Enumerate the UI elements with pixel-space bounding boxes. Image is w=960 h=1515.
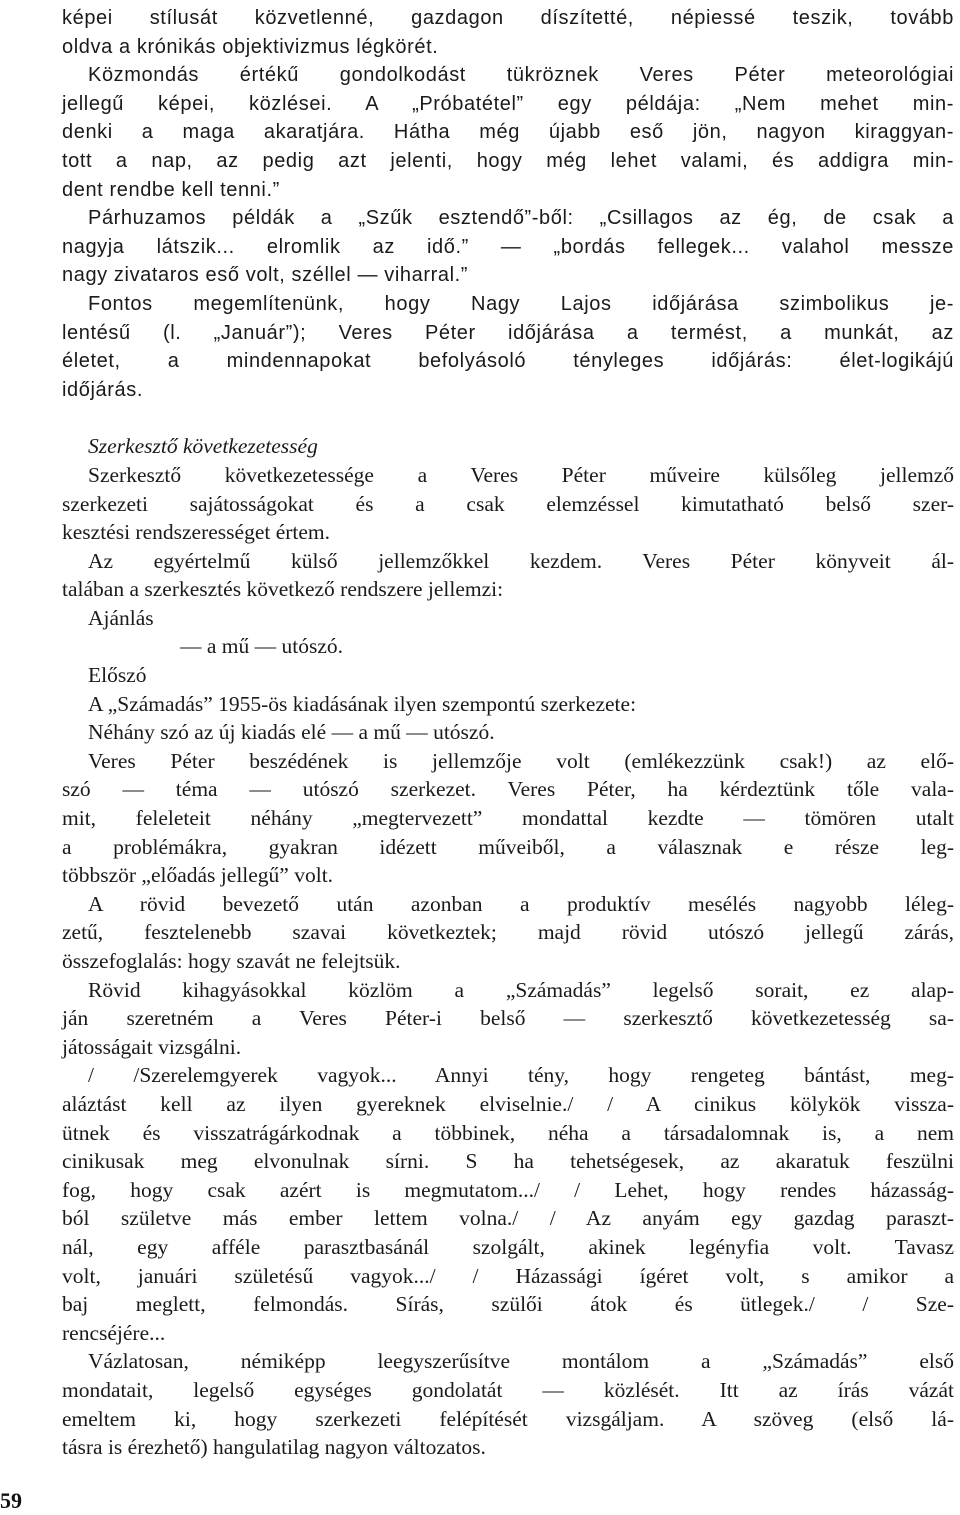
section-heading: Szerkesztő következetesség xyxy=(88,434,318,459)
text-line: aláztást kell az ilyen gyereknek elviselnie./ / A cinikus kölykök vissza- xyxy=(62,1091,954,1116)
paragraph-parallel-examples xyxy=(62,204,954,290)
text-line: életet, a mindennapokat befolyásoló tényleges időjárás: élet-logikájú xyxy=(62,350,954,373)
text-line: baj meglett, felmondás. Sírás, szülői átok és ütlegek./ / Sze- xyxy=(62,1292,954,1317)
structure-scheme-2 xyxy=(62,661,954,747)
text-line: — a mű — utószó. xyxy=(180,634,344,659)
text-line: talában a szerkesztés következő rendszere jellemzi: xyxy=(62,577,504,602)
text-line: mit, feleleteit néhány „megtervezett” mondattal kezdte — tömören utalt xyxy=(62,806,954,831)
text-line: szó — téma — utószó szerkezet. Veres Péter, ha kérdeztünk tőle vala- xyxy=(62,777,954,802)
paragraph-montage xyxy=(62,1347,954,1461)
paragraph-meteorological xyxy=(62,61,954,204)
text-line: rencséjére... xyxy=(62,1320,166,1345)
paragraph-weather-symbolism xyxy=(62,290,954,404)
text-line: Vázlatosan, némiképp leegyszerűsítve montálom a „Számadás” első xyxy=(88,1349,954,1374)
text-line: képei stílusát közvetlenné, gazdagon díszítetté, népiessé teszik, tovább xyxy=(62,7,954,29)
text-line: Szerkesztő következetessége a Veres Péter műveire külsőleg jellemző xyxy=(88,462,954,487)
text-line: Előszó xyxy=(88,663,147,688)
text-line: jellegű képei, közlései. A „Próbatétel” egy példája: „Nem mehet min- xyxy=(62,92,954,115)
text-line: fog, hogy csak azért is megmutatom.../ / Lehet, hogy rendes házasság- xyxy=(62,1177,954,1202)
text-line: lentésű (l. „Január”); Veres Péter időjárása a termést, a munkát, az xyxy=(62,321,954,344)
text-line: cinikusak meg elvonulnak sírni. S ha tehetségesek, az akaratuk feszülni xyxy=(62,1149,954,1174)
section-gap xyxy=(62,404,954,432)
text-line: emeltem ki, hogy szerkezeti felépítését vizsgáljam. A szöveg (első lá- xyxy=(62,1406,954,1431)
text-line: nál, egy afféle parasztbasánál szolgált, akinek legényfia volt. Tavasz xyxy=(62,1234,954,1259)
text-line: mondatait, legelső egységes gondolatát — közlését. Itt az írás vázát xyxy=(62,1377,954,1402)
paragraph-external-features xyxy=(62,547,954,604)
text-line: tott a nap, az pedig azt jelenti, hogy még lehet valami, és addigra min- xyxy=(62,149,954,172)
text-line: Veres Péter beszédének is jellemzője volt (emlékezzünk csak!) az elő- xyxy=(88,748,954,773)
paragraph-definition xyxy=(62,461,954,547)
document-page xyxy=(62,4,954,1462)
text-line: többször „előadás jellegű” volt. xyxy=(62,863,334,888)
text-line: időjárás. xyxy=(62,378,143,401)
text-line: A „Számadás” 1955-ös kiadásának ilyen szempontú szerkezete: xyxy=(88,691,637,716)
text-line: Az egyértelmű külső jellemzőkkel kezdem. Veres Péter könyveit ál- xyxy=(88,548,954,573)
text-line: Párhuzamos példák a „Szűk esztendő”-ből: „Csillagos az ég, de csak a xyxy=(88,207,954,230)
text-line: tásra is érezhető) hangulatilag nagyon változatos. xyxy=(62,1435,486,1460)
text-line: nagyja látszik... elromlik az idő.” — „bordás fellegek... valahol messze xyxy=(62,235,954,258)
text-line: kesztési rendszerességet értem. xyxy=(62,520,331,545)
structure-scheme-1 xyxy=(62,604,954,661)
text-line: ból születve más ember lettem volna./ / Az anyám egy gazdag paraszt- xyxy=(62,1206,954,1231)
text-line: Közmondás értékű gondolkodást tükröznek Veres Péter meteorológiai xyxy=(88,64,954,87)
text-line: szerkezeti sajátosságokat és a csak elemzéssel kimutatható belső szer- xyxy=(62,491,954,516)
paragraph-quote-intro xyxy=(62,976,954,1062)
text-line: / /Szerelemgyerek vagyok... Annyi tény, hogy rengeteg bántást, meg- xyxy=(88,1063,954,1088)
page-number: 59 xyxy=(0,1488,22,1513)
text-line: dent rendbe kell tenni.” xyxy=(62,178,280,201)
paragraph-szamadas-quote xyxy=(62,1061,954,1347)
text-line: nagy zivataros eső volt, széllel — viharral.” xyxy=(62,264,469,287)
paragraph-speech-structure xyxy=(62,747,954,890)
text-line: Ajánlás xyxy=(88,605,154,630)
text-line: denki a maga akaratjára. Hátha még újabb eső jön, nagyon kiraggyan- xyxy=(62,121,954,144)
text-line: összefoglalás: hogy szavát ne felejtsük. xyxy=(62,949,401,973)
paragraph-narration xyxy=(62,890,954,976)
text-line: volt, januári születésű vagyok.../ / Házassági ígéret volt, s amikor a xyxy=(62,1263,954,1288)
text-line: ján szeretném a Veres Péter-i belső — szerkesztő következetesség sa- xyxy=(62,1006,954,1031)
text-line: zetű, fesztelenebb szavai következtek; majd rövid utószó jellegű zárás, xyxy=(62,920,954,945)
text-line: A rövid bevezető után azonban a produktív mesélés nagyobb léleg- xyxy=(88,891,954,916)
text-line: ütnek és visszatrágárkodnak a többinek, néha a társadalomnak is, a nem xyxy=(62,1120,954,1145)
text-line: játosságait vizsgálni. xyxy=(62,1034,242,1059)
text-line: oldva a krónikás objektivizmus légkörét. xyxy=(62,35,439,58)
text-line: a problémákra, gyakran idézett műveiből, a válasznak e része leg- xyxy=(62,834,954,859)
text-line: Rövid kihagyásokkal közlöm a „Számadás” legelső sorait, ez alap- xyxy=(88,977,954,1002)
paragraph-stylistic xyxy=(62,4,954,61)
text-line: Néhány szó az új kiadás elé — a mű — utószó. xyxy=(88,720,495,745)
text-line: Fontos megemlítenünk, hogy Nagy Lajos időjárása szimbolikus je- xyxy=(88,292,954,315)
